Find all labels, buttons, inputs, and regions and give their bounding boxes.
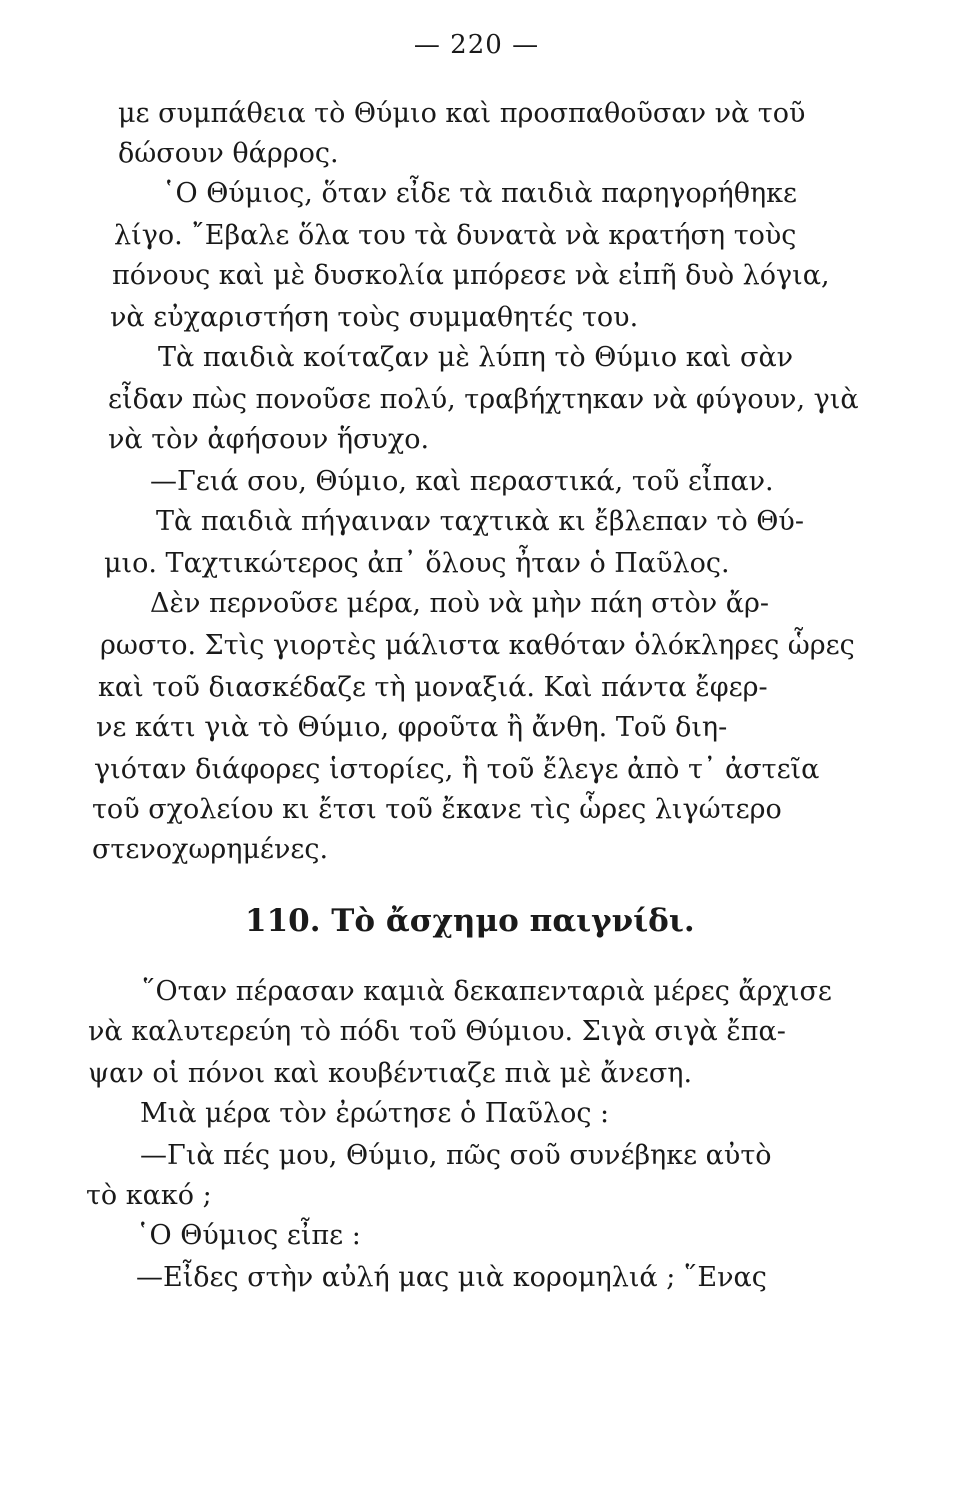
text-line: εἶδαν πὼς πονοῦσε πολύ, τραβήχτηκαν νὰ φύγουν, γιὰ [108, 384, 859, 415]
text-line: Μιὰ μέρα τὸν ἐρώτησε ὁ Παῦλος : [140, 1098, 610, 1129]
text-line: στενοχωρημένες. [92, 834, 329, 865]
text-line: ῾Ο Θύμιος, ὅταν εἶδε τὰ παιδιὰ παρηγορήθηκε [162, 178, 798, 209]
text-line: —Εἶδες στὴν αὐλή μας μιὰ κορομηλιά ; ῞Ενας [136, 1262, 767, 1293]
text-line: ρωστο. Στὶς γιορτὲς μάλιστα καθόταν ὁλόκληρες ὧρες [100, 630, 855, 661]
page-number: — 220 — [413, 30, 540, 60]
text-line: τοῦ σχολείου κι ἔτσι τοῦ ἔκανε τὶς ὧρες λιγώτερο [92, 794, 782, 825]
text-line: λίγο. ῎Εβαλε ὅλα του τὰ δυνατὰ νὰ κρατήση τοὺς [114, 220, 797, 251]
text-line: ψαν οἱ πόνοι καὶ κουβέντιαζε πιὰ μὲ ἄνεση. [88, 1058, 693, 1089]
text-line: γιόταν διάφορες ἱστορίες, ἢ τοῦ ἔλεγε ἀπὸ τ᾽ ἀστεῖα [94, 754, 820, 785]
text-line: ῾Ο Θύμιος εἶπε : [136, 1220, 361, 1251]
text-line: Τὰ παιδιὰ κοίταζαν μὲ λύπη τὸ Θύμιο καὶ σὰν [158, 342, 794, 373]
text-line: νὰ τὸν ἀφήσουν ἥσυχο. [108, 424, 430, 455]
text-line: με συμπάθεια τὸ Θύμιο καὶ προσπαθοῦσαν νὰ τοῦ [118, 98, 806, 129]
section-heading: 110. Τὸ ἄσχημο παιγνίδι. [245, 903, 695, 939]
text-line: τὸ κακό ; [86, 1180, 212, 1211]
text-line: καὶ τοῦ διασκέδαζε τὴ μοναξιά. Καὶ πάντα ἔφερ- [98, 672, 768, 703]
text-line: πόνους καὶ μὲ δυσκολία μπόρεσε νὰ εἰπῆ δυὸ λόγια, [112, 260, 830, 291]
text-line: δώσουν θάρρος. [118, 138, 339, 169]
text-line: —Γειά σου, Θύμιο, καὶ περαστικά, τοῦ εἶπαν. [150, 466, 774, 497]
text-line: —Γιὰ πές μου, Θύμιο, πῶς σοῦ συνέβηκε αὐτὸ [140, 1140, 772, 1171]
text-line: Δὲν περνοῦσε μέρα, ποὺ νὰ μὴν πάη στὸν ἄρ- [150, 588, 770, 619]
text-line: νὰ καλυτερεύη τὸ πόδι τοῦ Θύμιου. Σιγὰ σιγὰ ἔπα- [88, 1016, 786, 1047]
text-line: νε κάτι γιὰ τὸ Θύμιο, φροῦτα ἢ ἄνθη. Τοῦ διη- [96, 712, 728, 743]
text-line: μιο. Ταχτικώτερος ἀπ᾽ ὅλους ἦταν ὁ Παῦλος. [104, 548, 730, 579]
text-line: νὰ εὐχαριστήση τοὺς συμμαθητές του. [110, 302, 639, 333]
text-line: ῞Οταν πέρασαν καμιὰ δεκαπενταριὰ μέρες ἄρχισε [142, 976, 832, 1007]
text-line: Τὰ παιδιὰ πήγαιναν ταχτικὰ κι ἔβλεπαν τὸ Θύ- [156, 506, 804, 537]
